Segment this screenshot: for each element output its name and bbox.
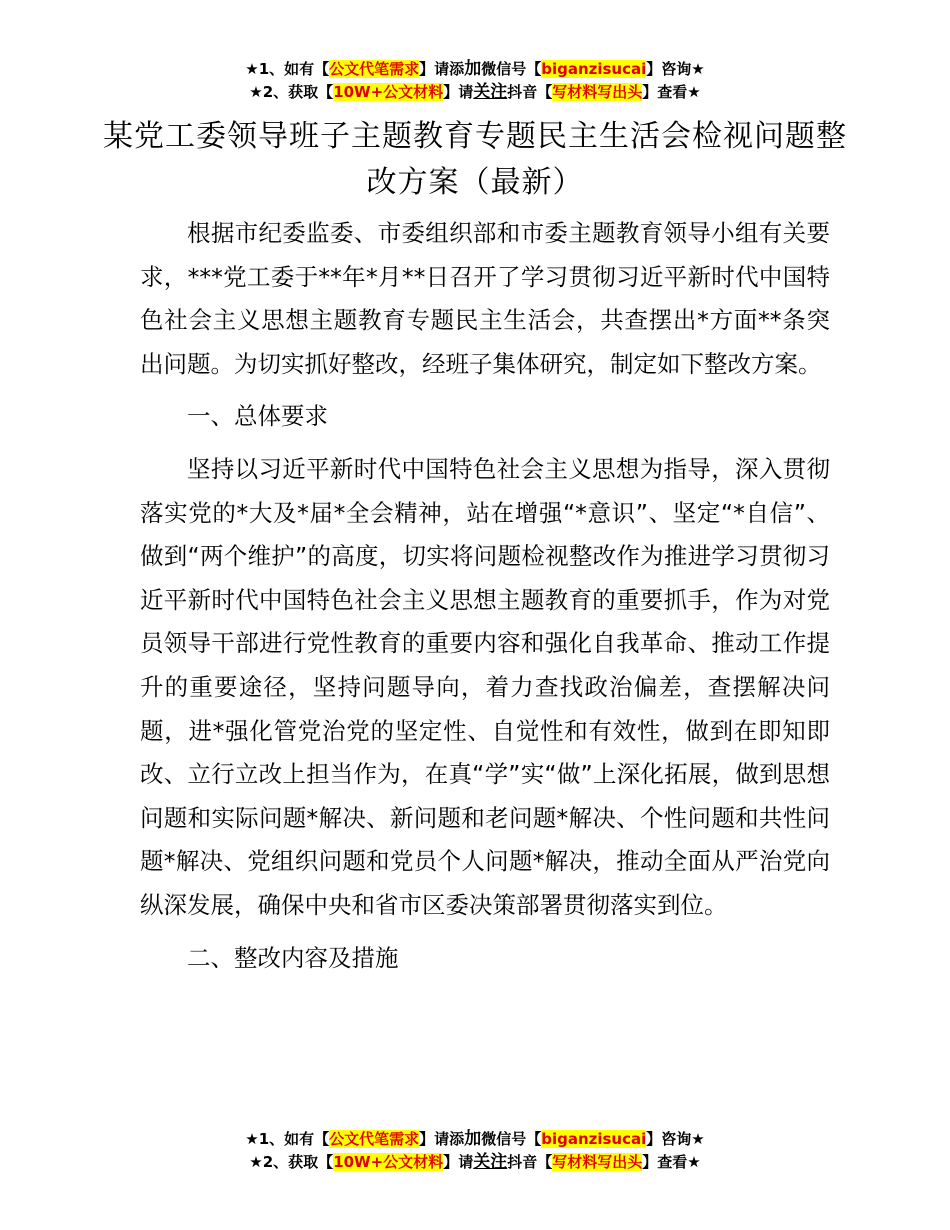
highlight-materials: 10W+公文材料 (333, 83, 444, 101)
highlight-wechat-id: biganzisucai (541, 1130, 647, 1148)
promo-line-2: ★2、获取【10W+公文材料】请关注抖音【写材料写出头】查看★ (249, 1152, 701, 1172)
highlight-service: 公文代笔需求 (329, 60, 420, 78)
heading-general-requirements: 一、总体要求 (187, 402, 328, 431)
promo-line-2: ★2、获取【10W+公文材料】请关注抖音【写材料写出头】查看★ (249, 82, 701, 102)
promo-banner-bottom (0, 1128, 950, 1174)
highlight-wechat-id: biganzisucai (541, 60, 647, 78)
document-title: 某党工委领导班子主题教育专题民主生活会检视问题整改方案（最新） (103, 119, 847, 200)
highlight-materials: 10W+公文材料 (333, 1153, 444, 1171)
document-body (140, 212, 830, 989)
paragraph-intro: 根据市纪委监委、市委组织部和市委主题教育领导小组有关要求，***党工委于**年*月**日召开了学习贯彻习近平新时代中国特色社会主义思想主题教育专题民主生活会，共查摆出*方面**条突出问题。为切实抓好整改，经班子集体研究，制定如下整改方案。 (140, 219, 830, 378)
highlight-douyin-account: 写材料写出头 (552, 1153, 643, 1171)
highlight-douyin-account: 写材料写出头 (552, 83, 643, 101)
paragraph-requirements: 坚持以习近平新时代中国特色社会主义思想为指导，深入贯彻落实党的*大及*届*全会精神，站在增强“*意识”、坚定“*自信”、做到“两个维护”的高度，切实将问题检视整改作为推进学习贯彻习近平新时代中国特色社会主义思想主题教育的重要抓手，作为对党员领导干部进行党性教育的重要内容和强化自我革命、推动工作提升的重要途径，坚持问题导向，着力查找政治偏差，查摆解决问题，进*强化管党治党的坚定性、自觉性和有效性，做到在即知即改、立行立改上担当作为，在真“学”实“做”上深化拓展，做到思想问题和实际问题*解决、新问题和老问题*解决、个性问题和共性问题*解决、党组织问题和党员个人问题*解决，推动全面从严治党向纵深发展，确保中央和省市区委决策部署贯彻落实到位。 (140, 454, 830, 919)
promo-line-1: ★1、如有【公文代笔需求】请添加微信号【biganzisucai】咨询★ (245, 1129, 705, 1149)
highlight-service: 公文代笔需求 (329, 1130, 420, 1148)
heading-rectification-measures: 二、整改内容及措施 (187, 943, 399, 972)
promo-banner-top (0, 58, 950, 104)
promo-line-1: ★1、如有【公文代笔需求】请添加微信号【biganzisucai】咨询★ (245, 59, 705, 79)
